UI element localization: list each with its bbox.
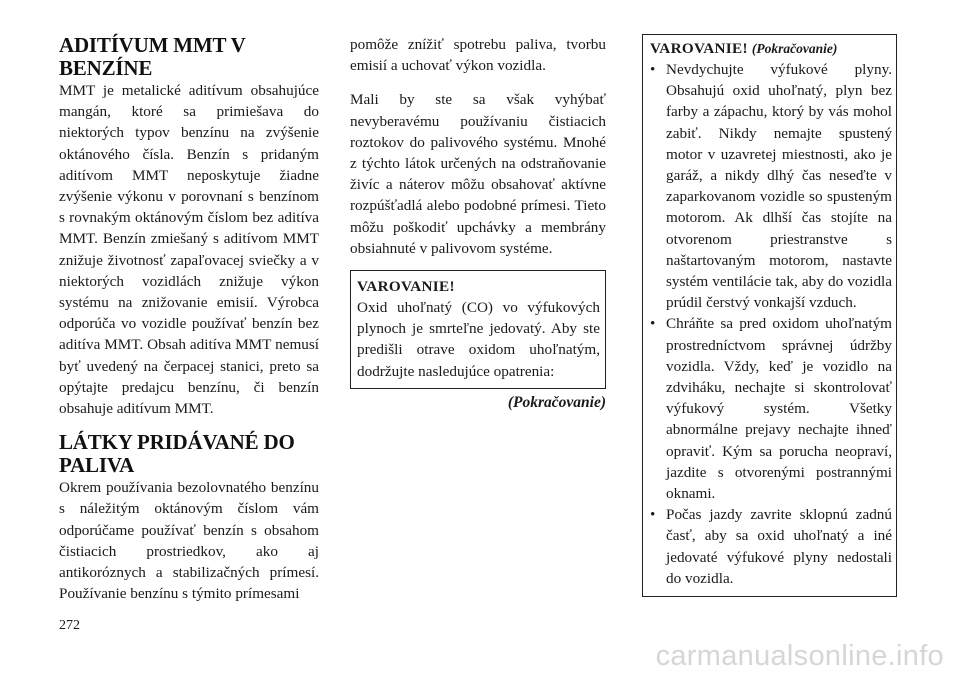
mmt-paragraph: MMT je metalické aditívum obsahujúce mangán, ktoré sa primiešava do niektorých typov benzínu na zvýšenie oktánového čísla. Benzín s pridaným aditívom MMT neposkytuje žiadne zvýšenie výkonu v porovnaní s benzínom s rovnakým oktánovým číslom bez aditíva MMT. Benzín zmiešaný s aditívom MMT znižuje životnosť zapaľovacej sviečky a v niektorých vozidlách znižuje výkon systému na znižovanie emisií. Výrobca odporúča vo vozidle používať benzín bez aditíva MMT. Obsah aditíva MMT nemusí byť uvedený na čerpacej stanici, preto sa opýtajte predajcu benzínu, či benzín obsahuje aditívum MMT. <box>59 82 319 418</box>
bullet-icon: • <box>650 61 656 78</box>
list-item-text: Chráňte sa pred oxidom uhoľnatým prostredníctvom správnej údržby vozidla. Vždy, keď je vozidlo na zdviháku, nechajte si skontrolovať výfukový systém. Všetky abnormálne prejavy nechajte ihneď opraviť. Kým sa porucha neopraví, jazdite s otvorenými postrannými oknami. <box>666 315 892 503</box>
warning-continued-label: (Pokračovanie) <box>751 41 838 56</box>
warning-title-continued <box>650 39 892 59</box>
additives-paragraph: Okrem používania bezolovnatého benzínu s náležitým oktánovým číslom vám odporúčame používať benzín s obsahom čistiacich prostriedkov, ako aj antikoróznych a stabilizačných prímesí. Používanie benzínu s týmito prímesami <box>59 479 319 603</box>
section-heading-additives: LÁTKY PRIDÁVANÉ DO PALIVA <box>59 430 295 478</box>
watermark: carmanualsonline.info <box>655 640 944 672</box>
additives-paragraph-continued: pomôže znížiť spotrebu paliva, tvorbu emisií a uchovať výkon vozidla. <box>350 36 606 75</box>
list-item <box>650 313 892 504</box>
right-column <box>642 34 897 597</box>
continued-label: (Pokračovanie) <box>507 393 606 411</box>
list-item-text: Nevdychujte výfukové plyny. Obsahujú oxid uhoľnatý, plyn bez farby a zápachu, ktorý by vás mohol zabiť. Nikdy nemajte spustený motor v uzavretej miestnosti, ako je garáž, a nikdy dlhý čas neseďte v zaparkovanom vozidle so spusteným motorom. Ak dlhší čas stojíte na otvorenom priestranstve s naštartovaným motorom, nastavte systém ventilácie tak, aby do vozidla prúdil čerstvý vonkajší vzduch. <box>666 61 892 312</box>
middle-column <box>350 34 606 415</box>
bullet-icon: • <box>650 506 656 524</box>
list-item <box>650 504 892 589</box>
page-number: 272 <box>59 618 80 633</box>
cleaners-paragraph: Mali by ste sa však vyhýbať nevyberavému používaniu čistiacich roztokov do palivového systému. Mnohé z týchto látok určených na odstraňovanie živíc a náterov môžu obsahovať aktívne rozpúšťadlá alebo podobné prímesi. Tieto môžu poškodiť upchávky a membrány obsiahnuté v palivovom systéme. <box>350 91 606 257</box>
warning-bullet-list <box>650 59 892 589</box>
list-item-text: Počas jazdy zavrite sklopnú zadnú časť, aby sa oxid uhoľnatý a iné jedovaté výfukové plyny nedostali do vozidla. <box>666 506 892 587</box>
section-heading-mmt: ADITÍVUM MMT V BENZÍNE <box>59 33 246 80</box>
warning-box <box>350 270 606 389</box>
warning-box-continued <box>642 34 897 597</box>
warning-title-text: VAROVANIE! <box>650 40 748 57</box>
warning-text: Oxid uhoľnatý (CO) vo výfukových plynoch je smrteľne jedovatý. Aby ste predišli otrave oxidom uhoľnatým, dodržujte nasledujúce opatrenia: <box>357 299 600 380</box>
list-item <box>650 59 892 313</box>
warning-title: VAROVANIE! <box>357 278 455 296</box>
bullet-icon: • <box>650 315 656 333</box>
left-column <box>59 34 319 604</box>
